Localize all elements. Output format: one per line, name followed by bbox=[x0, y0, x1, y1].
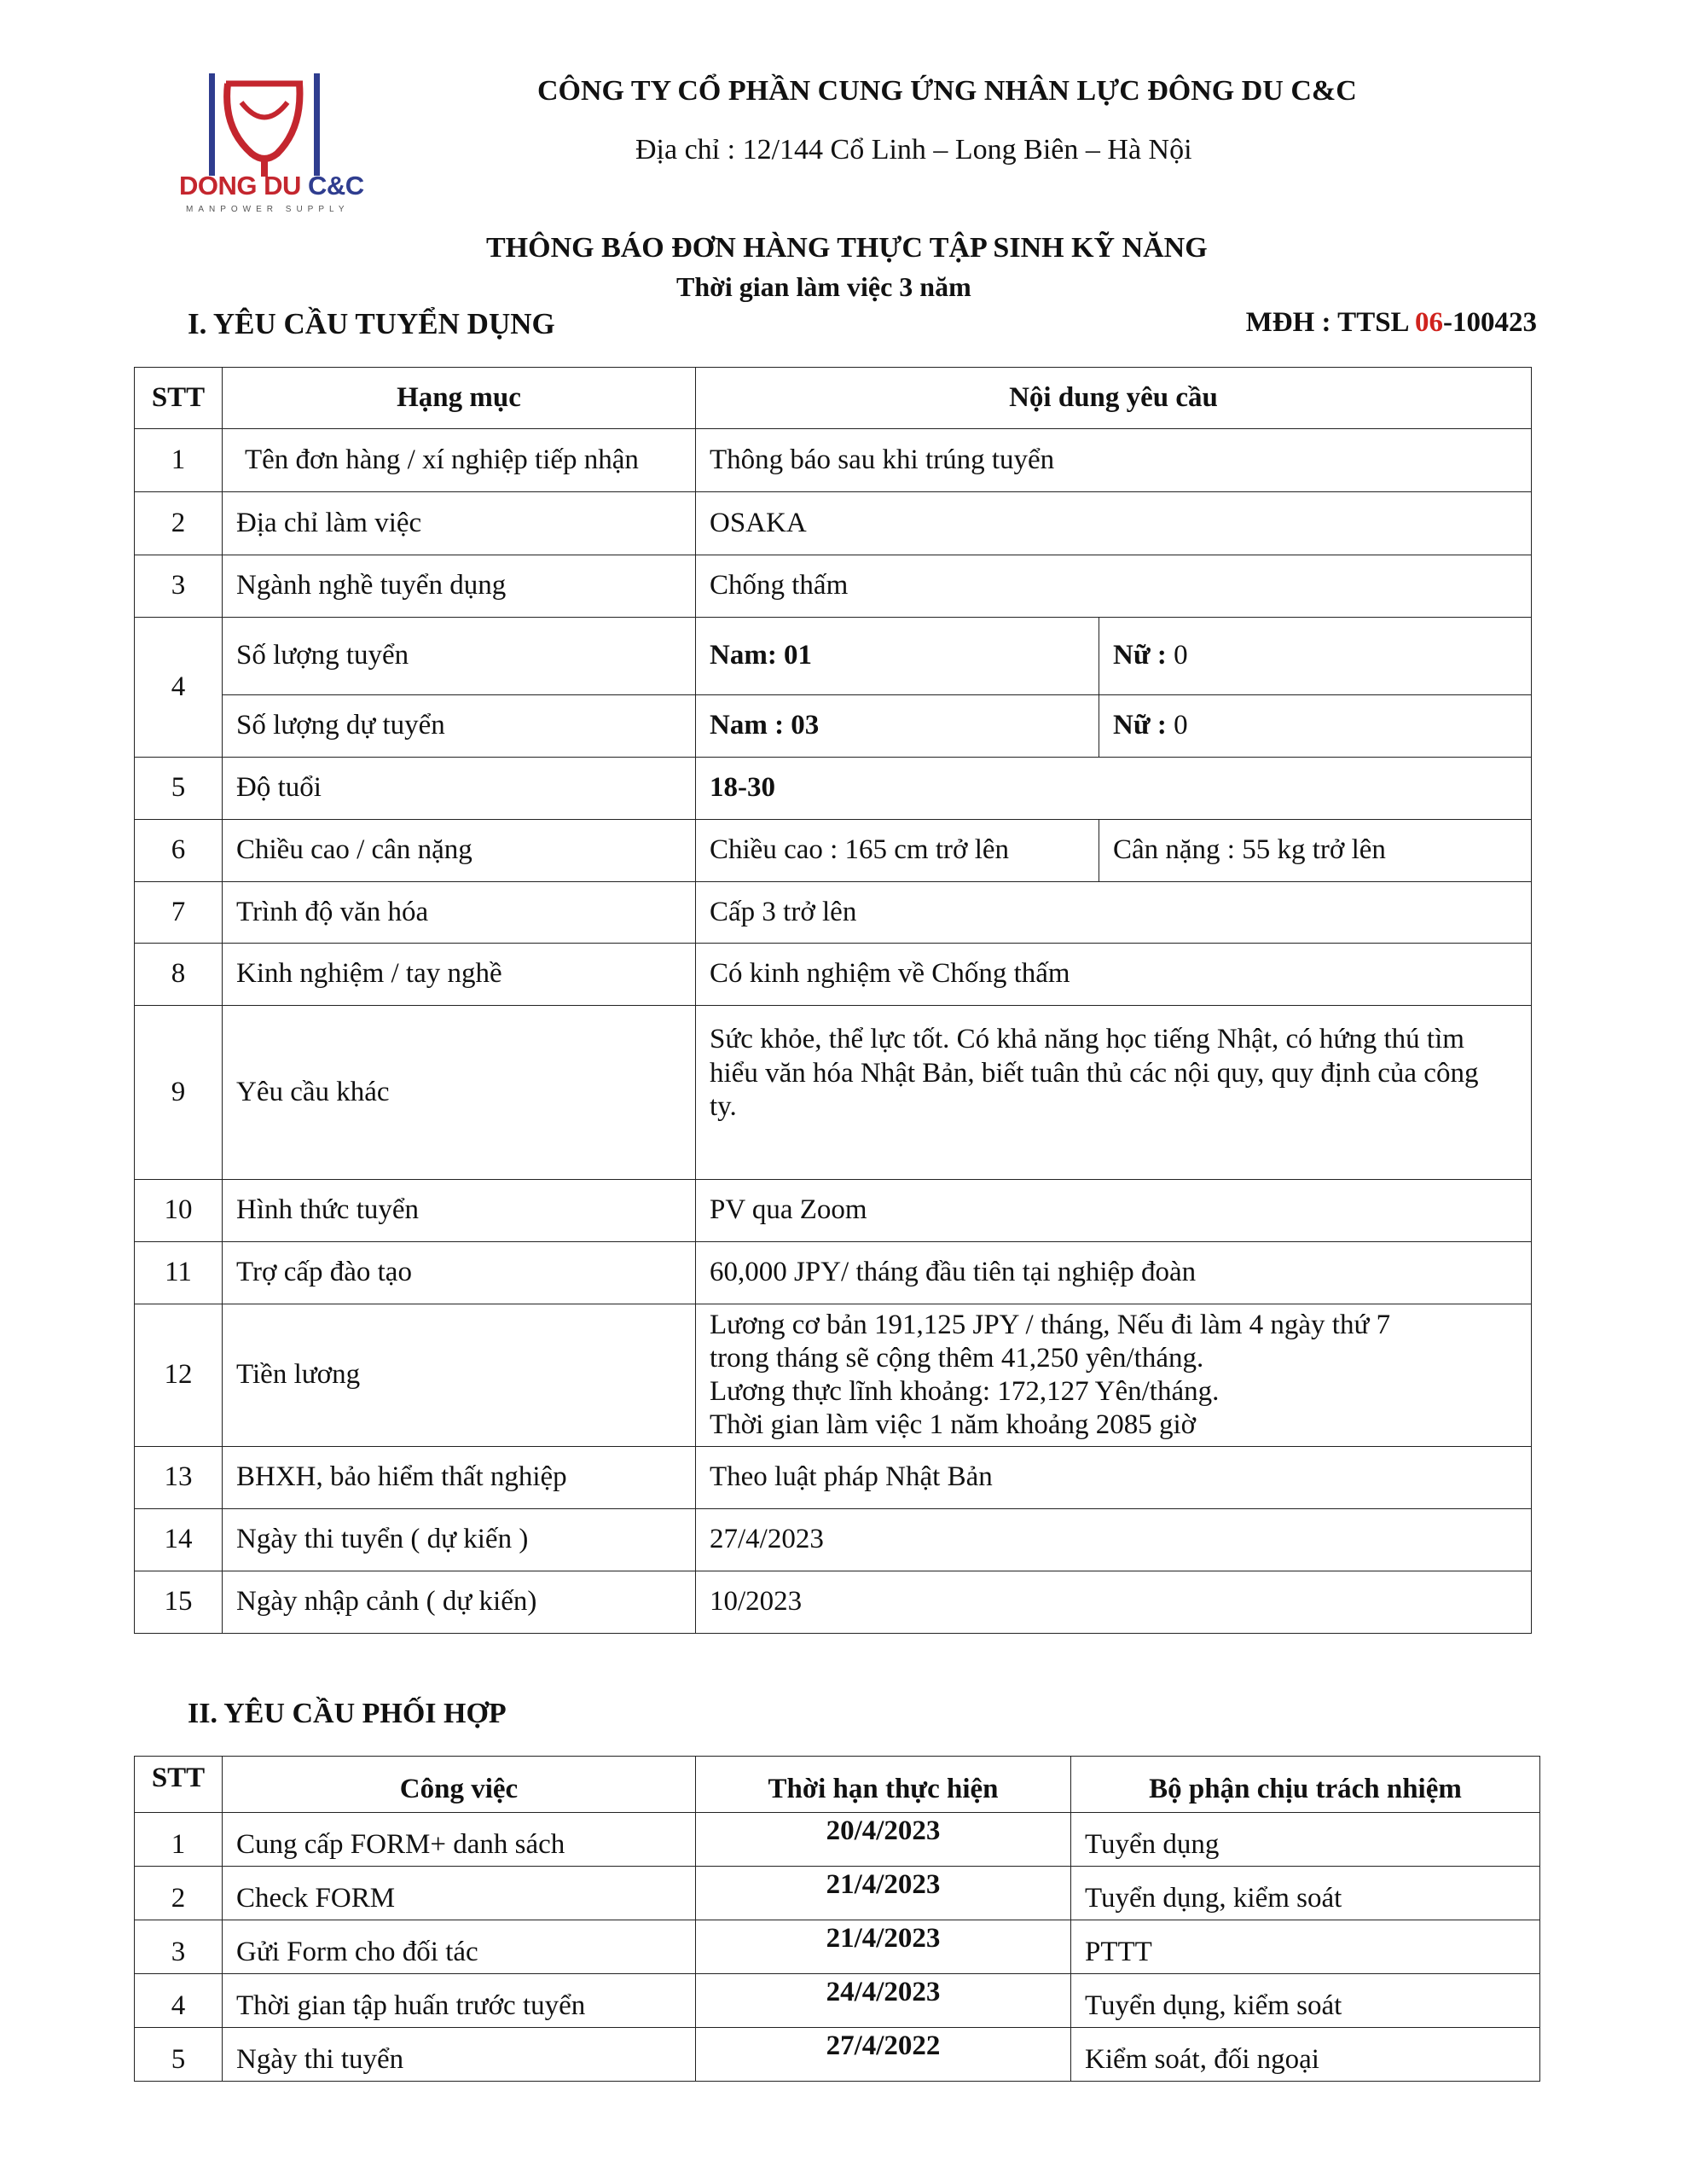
header-stt: STT bbox=[135, 368, 223, 429]
table-row bbox=[135, 882, 1532, 944]
requirements-table bbox=[134, 367, 1532, 1634]
table-row bbox=[135, 1867, 1540, 1920]
row-task: Gửi Form cho đối tác bbox=[223, 1920, 696, 1974]
row-item: Chiều cao / cân nặng bbox=[223, 820, 696, 882]
header-dept: Bộ phận chịu trách nhiệm bbox=[1071, 1757, 1540, 1813]
row-stt: 11 bbox=[135, 1242, 223, 1304]
table-row bbox=[135, 1242, 1532, 1304]
company-name: CÔNG TY CỔ PHẦN CUNG ỨNG NHÂN LỰC ĐÔNG DU C&C bbox=[537, 75, 1357, 107]
row-stt: 1 bbox=[135, 1813, 223, 1867]
row-stt: 5 bbox=[135, 758, 223, 820]
row-content: OSAKA bbox=[696, 492, 1532, 555]
row-item: BHXH, bảo hiểm thất nghiệp bbox=[223, 1447, 696, 1509]
table-row bbox=[135, 1571, 1532, 1634]
row-content: Chống thấm bbox=[696, 555, 1532, 618]
row-content: Nam : 03 bbox=[696, 695, 1099, 758]
row-stt: 4 bbox=[135, 1974, 223, 2028]
row-item: Số lượng tuyển bbox=[223, 618, 696, 695]
table-row bbox=[135, 944, 1532, 1006]
row-stt: 2 bbox=[135, 1867, 223, 1920]
row-content: Nam: 01 bbox=[696, 618, 1099, 695]
table-row bbox=[135, 695, 1532, 758]
row-item: Ngày nhập cảnh ( dự kiến) bbox=[223, 1571, 696, 1634]
row-dept: Kiểm soát, đối ngoại bbox=[1071, 2028, 1540, 2082]
table-row bbox=[135, 820, 1532, 882]
row-dept: Tuyển dụng, kiểm soát bbox=[1071, 1867, 1540, 1920]
row-stt: 13 bbox=[135, 1447, 223, 1509]
table-row bbox=[135, 1509, 1532, 1571]
row-item: Ngày thi tuyển ( dự kiến ) bbox=[223, 1509, 696, 1571]
row-item: Số lượng dự tuyển bbox=[223, 695, 696, 758]
header-task: Công việc bbox=[223, 1757, 696, 1813]
row-content: Thông báo sau khi trúng tuyển bbox=[696, 429, 1532, 492]
row-extra: Nữ : 0 bbox=[1099, 695, 1532, 758]
row-content: Cấp 3 trở lên bbox=[696, 882, 1532, 944]
row-content bbox=[696, 1304, 1532, 1447]
row-deadline: 20/4/2023 bbox=[696, 1813, 1071, 1867]
row-content: Có kinh nghiệm về Chống thấm bbox=[696, 944, 1532, 1006]
row-stt: 6 bbox=[135, 820, 223, 882]
salary-line: Lương thực lĩnh khoảng: 172,127 Yên/tháng. bbox=[710, 1376, 1220, 1407]
row-dept: PTTT bbox=[1071, 1920, 1540, 1974]
row-content: 60,000 JPY/ tháng đầu tiên tại nghiệp đoàn bbox=[696, 1242, 1532, 1304]
row-content: Sức khỏe, thể lực tốt. Có khả năng học tiếng Nhật, có hứng thú tìm hiểu văn hóa Nhật Bản, biết tuân thủ các nội quy, quy định của công ty. bbox=[696, 1006, 1532, 1180]
table-row bbox=[135, 1813, 1540, 1867]
row-stt: 8 bbox=[135, 944, 223, 1006]
row-stt: 9 bbox=[135, 1006, 223, 1180]
row-stt: 3 bbox=[135, 555, 223, 618]
row-stt: 12 bbox=[135, 1304, 223, 1447]
row-item: Địa chỉ làm việc bbox=[223, 492, 696, 555]
row-stt: 4 bbox=[135, 618, 223, 758]
table-row bbox=[135, 2028, 1540, 2082]
row-stt: 5 bbox=[135, 2028, 223, 2082]
table-row bbox=[135, 1974, 1540, 2028]
section1-heading: I. YÊU CẦU TUYỂN DỤNG bbox=[188, 307, 555, 340]
row-task: Cung cấp FORM+ danh sách bbox=[223, 1813, 696, 1867]
row-stt: 2 bbox=[135, 492, 223, 555]
row-task: Ngày thi tuyển bbox=[223, 2028, 696, 2082]
order-code: MĐH : TTSL 06-100423 bbox=[1245, 307, 1537, 338]
row-content: PV qua Zoom bbox=[696, 1180, 1532, 1242]
row-item: Tên đơn hàng / xí nghiệp tiếp nhận bbox=[223, 429, 696, 492]
table-row bbox=[135, 1304, 1532, 1447]
section2-heading: II. YÊU CẦU PHỐI HỢP bbox=[188, 1698, 507, 1729]
table-row bbox=[135, 618, 1532, 695]
row-task: Check FORM bbox=[223, 1867, 696, 1920]
row-item: Yêu cầu khác bbox=[223, 1006, 696, 1180]
row-dept: Tuyển dụng, kiểm soát bbox=[1071, 1974, 1540, 2028]
row-stt: 7 bbox=[135, 882, 223, 944]
row-content: Chiều cao : 165 cm trở lên bbox=[696, 820, 1099, 882]
header-item: Hạng mục bbox=[223, 368, 696, 429]
table-row bbox=[135, 758, 1532, 820]
row-item: Tiền lương bbox=[223, 1304, 696, 1447]
row-item: Hình thức tuyển bbox=[223, 1180, 696, 1242]
salary-line: Lương cơ bản 191,125 JPY / tháng, Nếu đi làm 4 ngày thứ 7 bbox=[710, 1310, 1391, 1341]
coordination-table bbox=[134, 1756, 1540, 2082]
salary-line: Thời gian làm việc 1 năm khoảng 2085 giờ bbox=[710, 1409, 1197, 1440]
header-content: Nội dung yêu cầu bbox=[696, 368, 1532, 429]
salary-line: trong tháng sẽ cộng thêm 41,250 yên/tháng. bbox=[710, 1343, 1204, 1374]
row-item: Kinh nghiệm / tay nghề bbox=[223, 944, 696, 1006]
logo-subtitle: MANPOWER SUPPLY bbox=[186, 205, 350, 214]
row-task: Thời gian tập huấn trước tuyển bbox=[223, 1974, 696, 2028]
row-extra: Nữ : 0 bbox=[1099, 618, 1532, 695]
table-row bbox=[135, 492, 1532, 555]
row-deadline: 21/4/2023 bbox=[696, 1920, 1071, 1974]
row-item: Trình độ văn hóa bbox=[223, 882, 696, 944]
company-address: Địa chỉ : 12/144 Cổ Linh – Long Biên – Hà Nội bbox=[635, 134, 1192, 166]
document-subtitle: Thời gian làm việc 3 năm bbox=[676, 271, 971, 302]
row-stt: 14 bbox=[135, 1509, 223, 1571]
row-stt: 10 bbox=[135, 1180, 223, 1242]
table-row bbox=[135, 555, 1532, 618]
row-deadline: 27/4/2022 bbox=[696, 2028, 1071, 2082]
row-item: Trợ cấp đào tạo bbox=[223, 1242, 696, 1304]
header-stt: STT bbox=[135, 1757, 223, 1813]
row-item: Ngành nghề tuyển dụng bbox=[223, 555, 696, 618]
row-item: Độ tuổi bbox=[223, 758, 696, 820]
row-content: 10/2023 bbox=[696, 1571, 1532, 1634]
table-row bbox=[135, 1920, 1540, 1974]
row-deadline: 21/4/2023 bbox=[696, 1867, 1071, 1920]
document-title: THÔNG BÁO ĐƠN HÀNG THỰC TẬP SINH KỸ NĂNG bbox=[486, 232, 1208, 264]
row-extra: Cân nặng : 55 kg trở lên bbox=[1099, 820, 1532, 882]
row-dept: Tuyển dụng bbox=[1071, 1813, 1540, 1867]
header-deadline: Thời hạn thực hiện bbox=[696, 1757, 1071, 1813]
row-deadline: 24/4/2023 bbox=[696, 1974, 1071, 2028]
table-row bbox=[135, 1180, 1532, 1242]
row-content: 27/4/2023 bbox=[696, 1509, 1532, 1571]
table-row bbox=[135, 1006, 1532, 1180]
logo-text: DONG DU C&C bbox=[179, 171, 364, 200]
table-row bbox=[135, 1447, 1532, 1509]
row-content: 18-30 bbox=[696, 758, 1532, 820]
row-stt: 1 bbox=[135, 429, 223, 492]
row-stt: 15 bbox=[135, 1571, 223, 1634]
row-stt: 3 bbox=[135, 1920, 223, 1974]
table-row bbox=[135, 429, 1532, 492]
row-content: Theo luật pháp Nhật Bản bbox=[696, 1447, 1532, 1509]
